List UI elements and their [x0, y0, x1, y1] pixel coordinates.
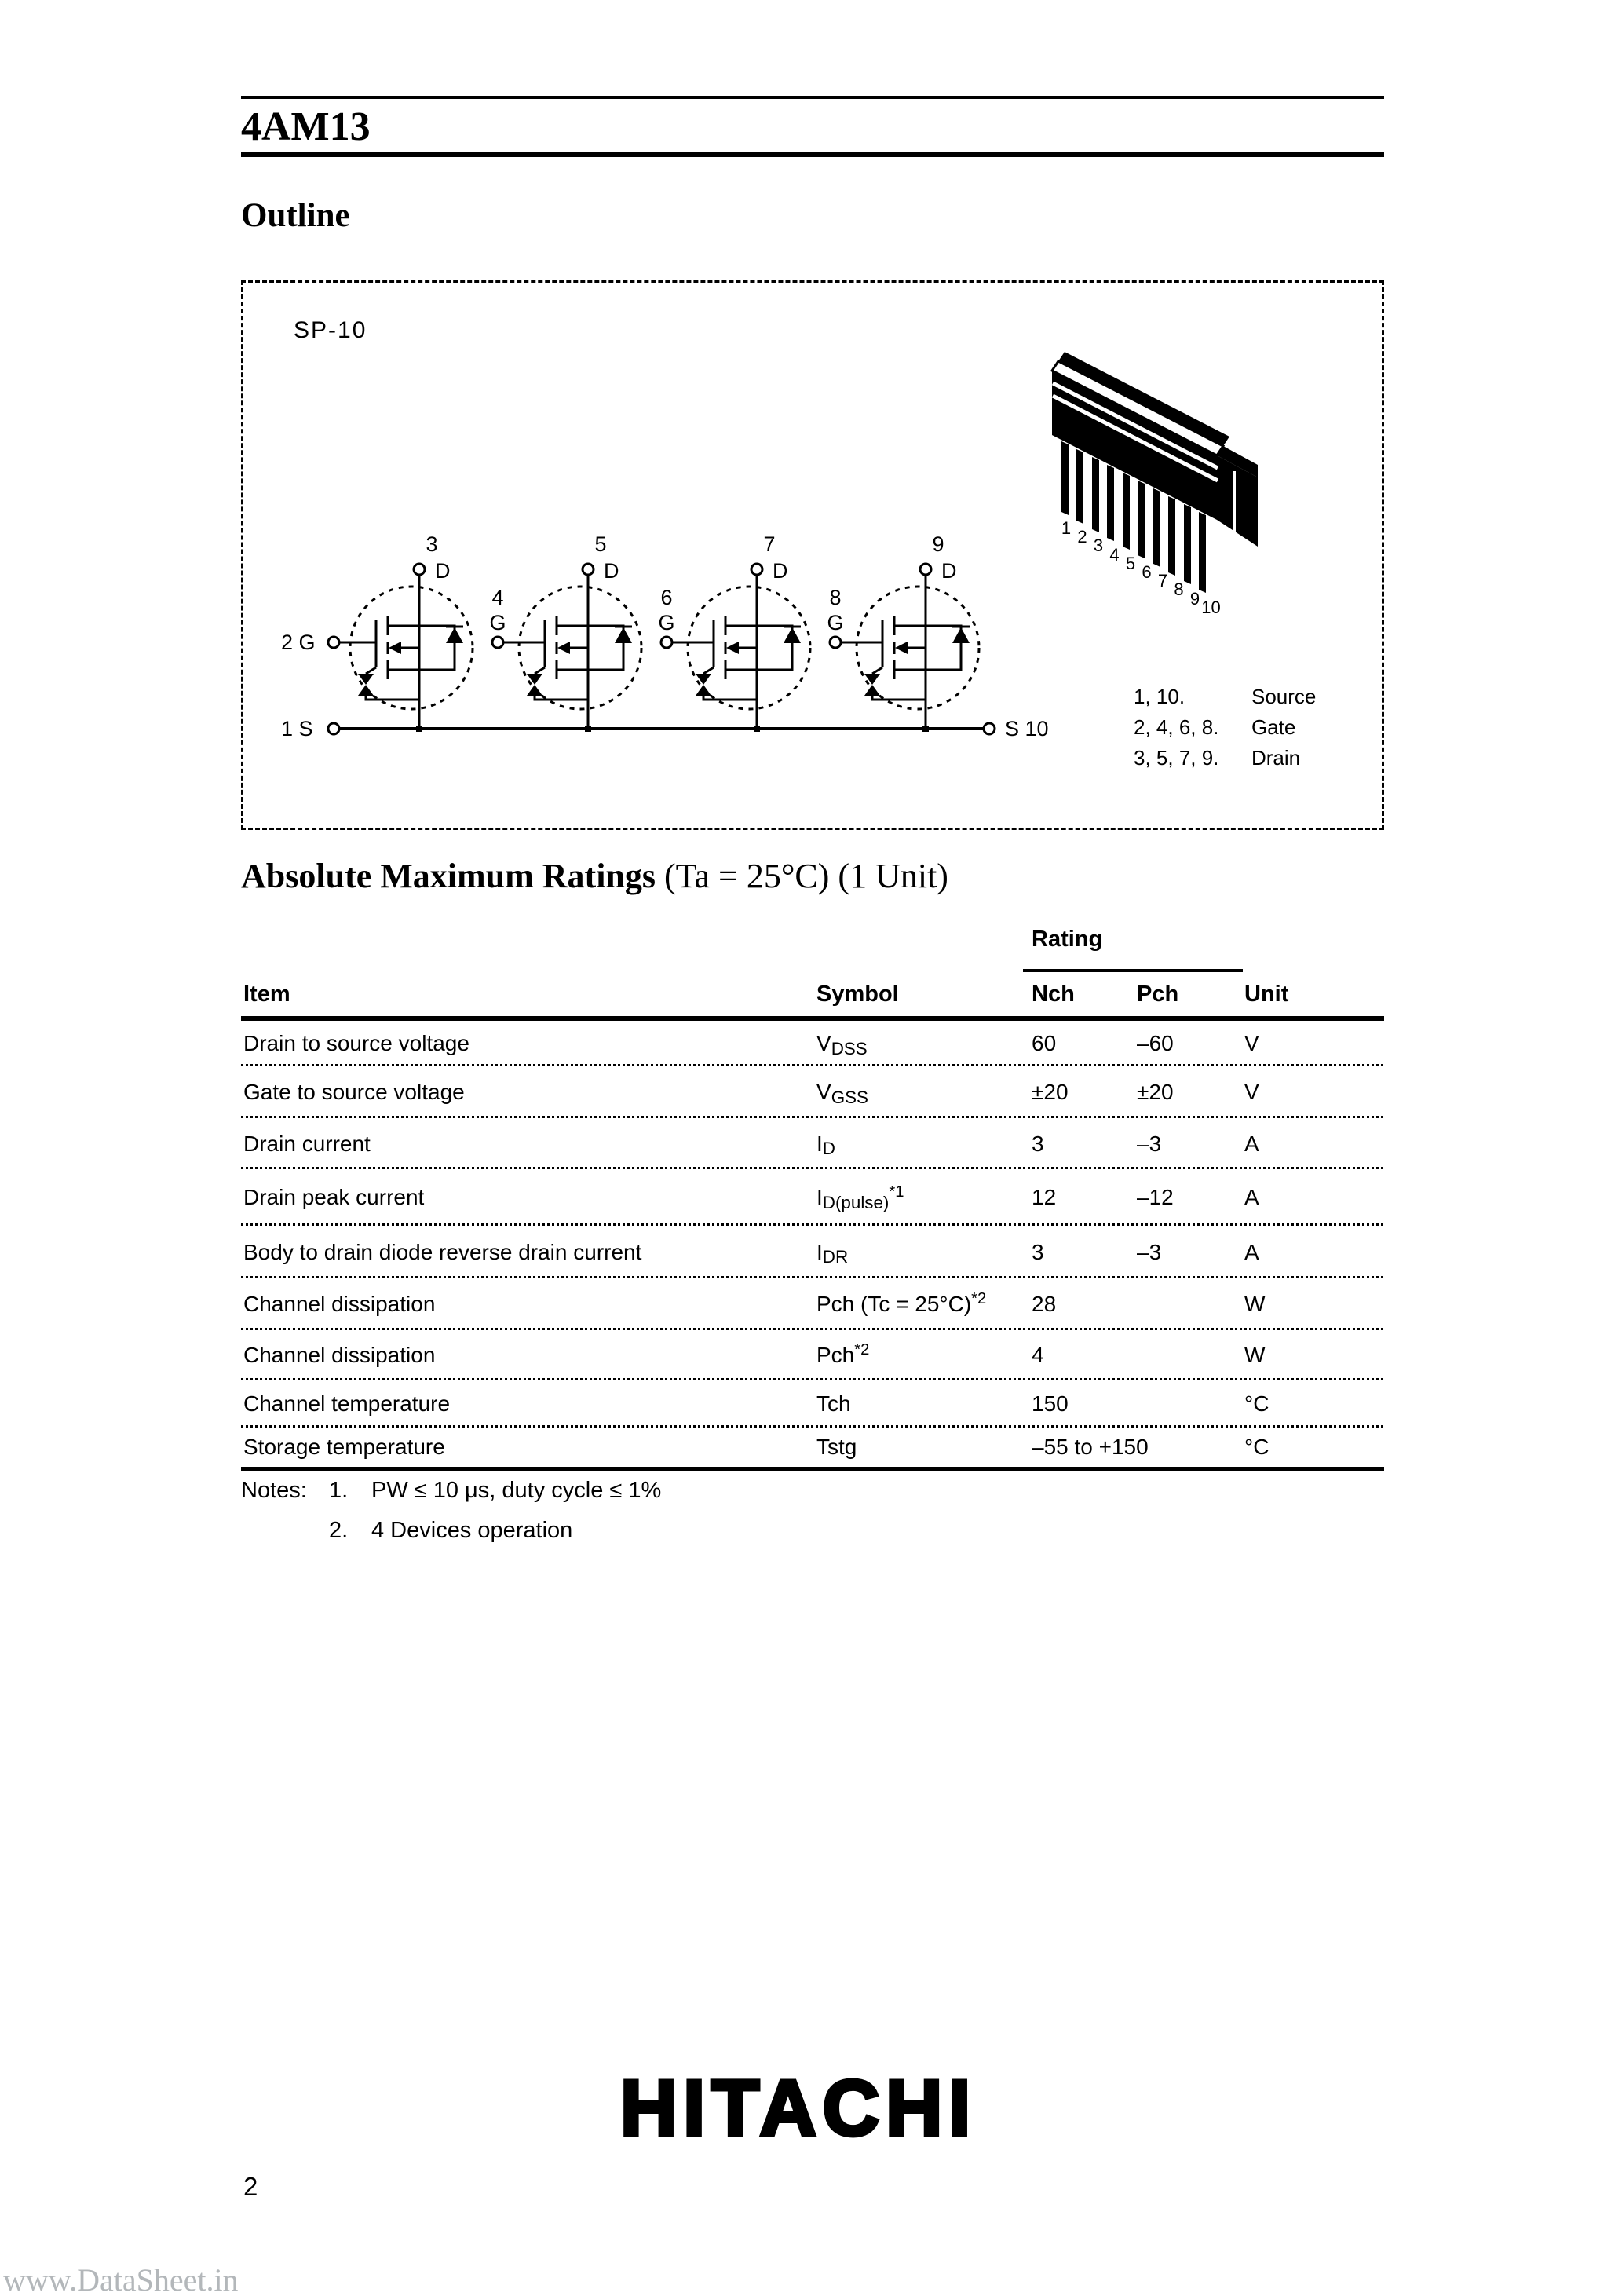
table-row [241, 1066, 1384, 1118]
table-row [241, 1380, 1384, 1428]
note-line [241, 1478, 661, 1504]
row-unit: V [1244, 1031, 1259, 1055]
mosfet-unit-4 [857, 564, 979, 729]
note-line [241, 1518, 661, 1544]
rating-group-rule [1023, 969, 1243, 972]
col-header-symbol: Symbol [816, 982, 899, 1007]
col-header-unit: Unit [1244, 982, 1289, 1007]
legend-row [1134, 715, 1295, 740]
gate-pin-number: 6 [660, 586, 673, 609]
page-title: 4AM13 [241, 104, 371, 149]
row-symbol: ID(pulse)$^{*1}$ [816, 1183, 904, 1212]
row-symbol: Pch$^{*2}$ [816, 1340, 870, 1367]
row-nch-value: 12 [1032, 1185, 1057, 1209]
table-row [241, 1169, 1384, 1226]
note-number: 1. [329, 1478, 349, 1503]
row-item: Storage temperature [243, 1435, 445, 1459]
note-text: PW ≤ 10 μs, duty cycle ≤ 1% [371, 1478, 662, 1503]
package-pin-number: 8 [1174, 579, 1184, 600]
package-pin-number: 1 [1061, 518, 1072, 538]
notes-block [241, 1478, 661, 1558]
table-row [241, 1226, 1384, 1278]
package-type-label: SP-10 [294, 317, 367, 343]
legend-name: Source [1251, 685, 1317, 708]
legend-name: Drain [1251, 746, 1301, 770]
row-pch-value: –3 [1137, 1239, 1162, 1264]
outline-figure-box [241, 280, 1384, 830]
rating-column-group-label: Rating [1032, 927, 1103, 952]
gate-pin-number: 8 [829, 586, 842, 609]
gate-pin-letter: G [489, 611, 506, 634]
row-unit: A [1244, 1239, 1259, 1264]
row-unit: V [1244, 1080, 1259, 1104]
row-pch-value: –3 [1137, 1131, 1162, 1156]
drain-pin-number: 3 [426, 532, 438, 556]
package-pin-number: 10 [1201, 597, 1221, 617]
row-symbol: VDSS [816, 1031, 868, 1058]
table-bottom-rule [241, 1467, 1384, 1471]
package-pin-number: 3 [1093, 536, 1104, 556]
table-row [241, 1118, 1384, 1169]
page-number: 2 [243, 2172, 258, 2201]
legend-row [1134, 685, 1316, 709]
table-row [241, 1330, 1384, 1380]
drain-pin-letter: D [604, 559, 619, 583]
row-symbol: ID [816, 1131, 835, 1159]
source1-label: 1 S [281, 717, 313, 740]
row-nch-value: 28 [1032, 1292, 1057, 1316]
table-row [241, 1428, 1384, 1467]
watermark: www.DataSheet.in [3, 2262, 239, 2296]
row-pch-value: –12 [1137, 1185, 1174, 1209]
legend-row [1134, 746, 1300, 770]
note-number: 2. [329, 1518, 349, 1543]
legend-pins: 1, 10. [1134, 685, 1185, 708]
row-unit: °C [1244, 1435, 1269, 1459]
row-item: Channel dissipation [243, 1292, 436, 1316]
row-unit: °C [1244, 1391, 1269, 1416]
legend-pins: 2, 4, 6, 8. [1134, 715, 1219, 739]
row-item: Body to drain diode reverse drain current [243, 1239, 642, 1264]
mosfet-unit-1 [350, 564, 473, 729]
col-header-pch: Pch [1137, 982, 1179, 1007]
ratings-heading [241, 856, 948, 896]
mosfet-unit-2 [519, 564, 641, 729]
package-pin-number: 6 [1142, 562, 1152, 582]
legend-pins: 3, 5, 7, 9. [1134, 746, 1219, 770]
ratings-heading-conditions: (Ta = 25°C) (1 Unit) [664, 857, 948, 895]
outline-heading: Outline [241, 197, 350, 234]
header-rule-bottom [241, 152, 1384, 157]
row-pch-value: ±20 [1137, 1080, 1174, 1104]
drain-pin-letter: D [773, 559, 788, 583]
ratings-heading-bold: Absolute Maximum Ratings [241, 857, 656, 895]
drain-pin-number: 5 [594, 532, 607, 556]
gate-pin-number: 4 [491, 586, 504, 609]
drain-pin-number: 9 [932, 532, 944, 556]
col-header-item: Item [243, 982, 290, 1007]
row-unit: A [1244, 1131, 1259, 1156]
source-rail [328, 723, 995, 734]
row-symbol: IDR [816, 1239, 849, 1267]
drain-pin-letter: D [941, 559, 957, 583]
row-item: Gate to source voltage [243, 1080, 465, 1104]
row-nch-value: 4 [1032, 1343, 1044, 1367]
gate-pin-letter: G [658, 611, 675, 634]
source10-label: S 10 [1005, 717, 1049, 740]
row-item: Drain to source voltage [243, 1031, 469, 1055]
package-drawing [1052, 352, 1258, 593]
header-rule-top [241, 96, 1384, 99]
row-unit: A [1244, 1185, 1259, 1209]
table-rows [241, 1021, 1384, 1467]
row-nch-value: 3 [1032, 1131, 1044, 1156]
package-pin-number: 7 [1157, 571, 1168, 591]
legend-name: Gate [1251, 715, 1296, 739]
row-pch-value: –60 [1137, 1031, 1174, 1055]
note-text: 4 Devices operation [371, 1518, 573, 1543]
package-pin-number: 4 [1109, 544, 1120, 565]
col-header-nch: Nch [1032, 982, 1075, 1007]
notes-label: Notes: [241, 1478, 307, 1503]
row-nch-value: ±20 [1032, 1080, 1069, 1104]
row-nch-value: 150 [1032, 1391, 1069, 1416]
row-item: Drain current [243, 1131, 371, 1156]
package-pin-number: 2 [1077, 527, 1087, 547]
row-item: Drain peak current [243, 1185, 425, 1209]
row-symbol: Tstg [816, 1435, 857, 1459]
row-symbol: Tch [816, 1391, 851, 1416]
row-nch-value: –55 to +150 [1032, 1435, 1149, 1459]
package-pin-number: 5 [1125, 553, 1136, 573]
table-row [241, 1278, 1384, 1330]
drain-pin-letter: D [435, 559, 451, 583]
row-symbol: VGSS [816, 1080, 868, 1107]
row-nch-value: 3 [1032, 1239, 1044, 1264]
drain-pin-number: 7 [763, 532, 776, 556]
gate-pin-letter: G [827, 611, 844, 634]
row-symbol: Pch (Tc = 25°C)$^{*2}$ [816, 1289, 987, 1316]
row-unit: W [1244, 1343, 1266, 1367]
hitachi-logo: HITACHI [620, 2064, 977, 2152]
gate1-label: 2 G [281, 631, 316, 654]
table-row [241, 1021, 1384, 1066]
mosfet-unit-3 [688, 564, 810, 729]
package-pin-number: 9 [1189, 588, 1200, 609]
row-unit: W [1244, 1292, 1266, 1316]
row-item: Channel temperature [243, 1391, 451, 1416]
row-nch-value: 60 [1032, 1031, 1057, 1055]
row-item: Channel dissipation [243, 1343, 436, 1367]
